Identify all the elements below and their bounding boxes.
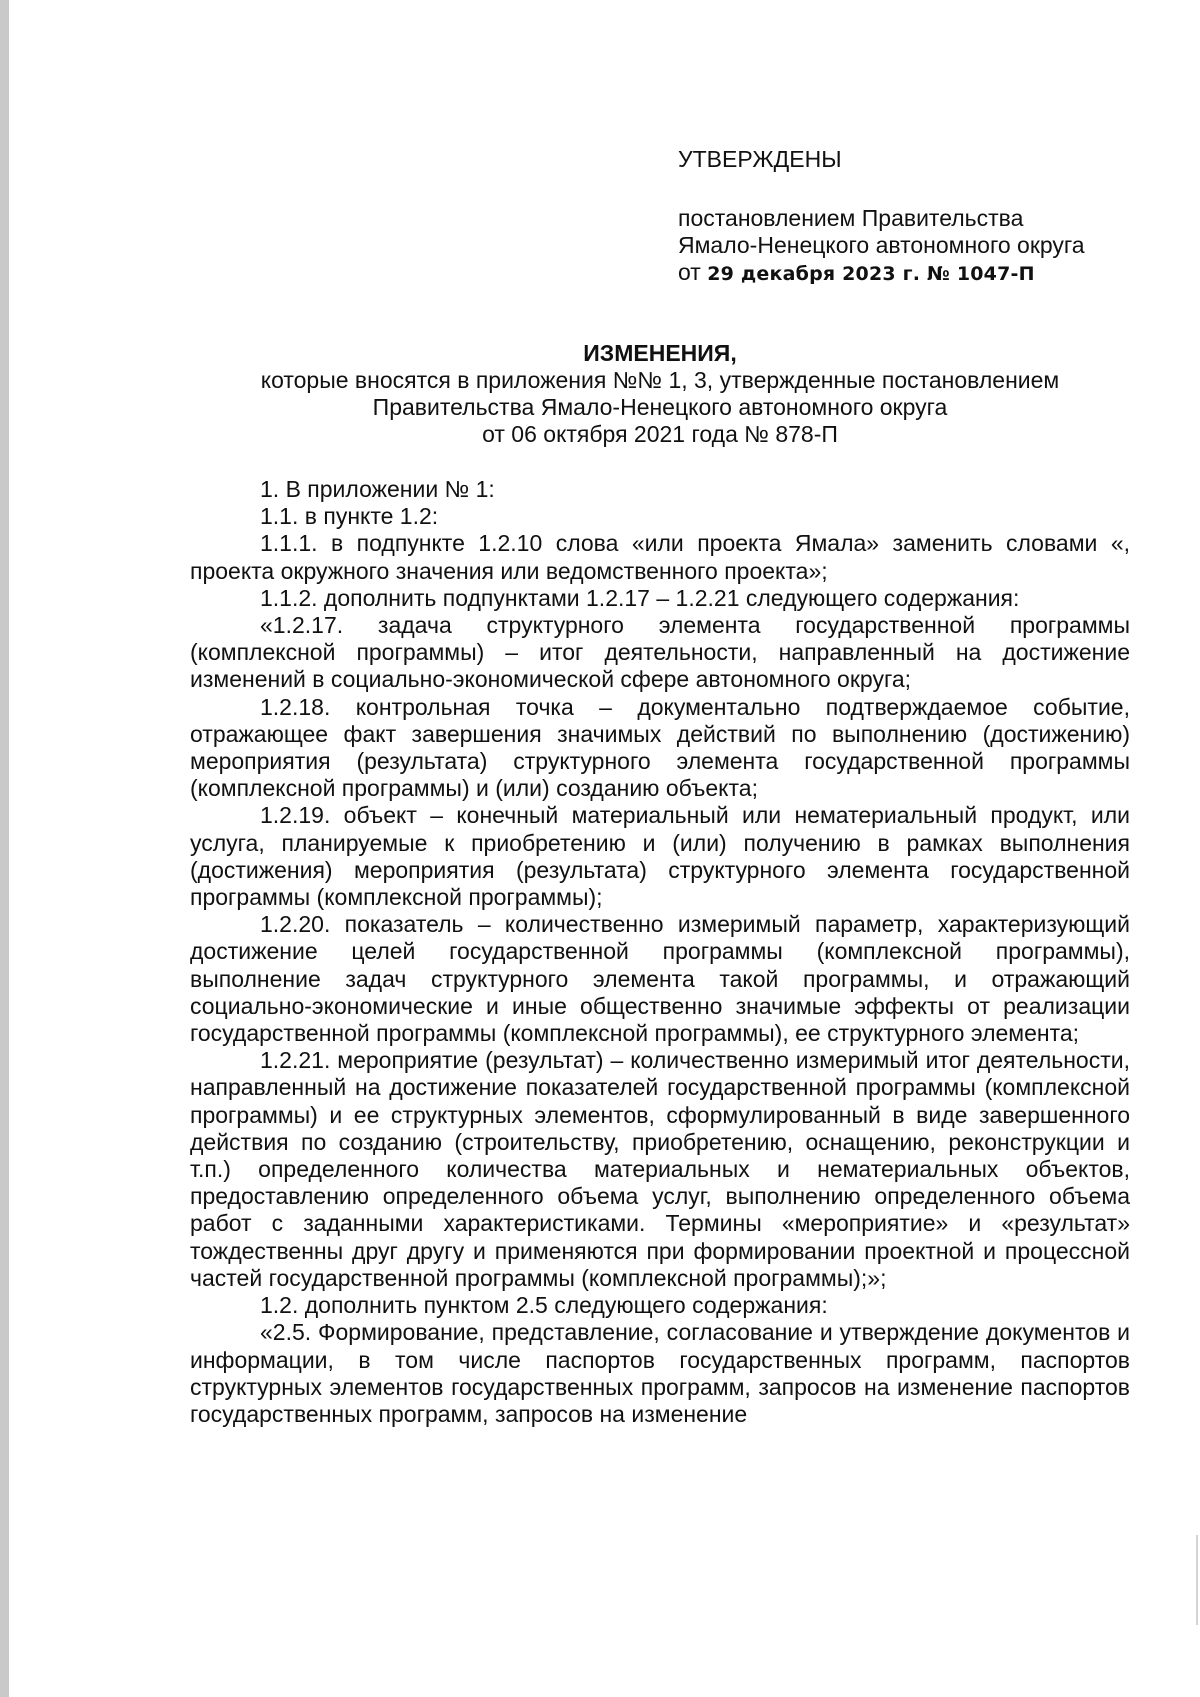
paragraph: 1.2.21. мероприятие (результат) – количественно измеримый итог деятельности, направленный на достижение показателей государственной программы (комплексной программы) и ее структурных элементов, сформулированный в виде завершенного действия по созданию (строительству, приобретению, оснащению, реконструкции и т.п.) определенного количества материальных и нематериальных объектов, предоставлению определенного объема услуг, выполнению определенного объема работ с заданными характеристиками. Термины «мероприятие» и «результат» тождественны друг другу и применяются при формировании проектной и процессной частей государственной программы (комплексной программы);»; <box>190 1047 1130 1291</box>
heading-line-2: Правительства Ямало-Ненецкого автономного округа <box>372 394 948 420</box>
document-heading <box>190 340 1130 448</box>
approval-date-value: 29 декабря 2023 г. № 1047-П <box>707 263 1035 285</box>
heading-line-1: которые вносятся в приложения №№ 1, 3, утвержденные постановлением <box>260 367 1060 393</box>
scan-right-edge-mark <box>1196 1535 1198 1625</box>
paragraph: 1.2.19. объект – конечный материальный или нематериальный продукт, или услуга, планируемые к приобретению и (или) получению в рамках выполнения (достижения) мероприятия (результата) структурного элемента государственной программы (комплексной программы); <box>190 802 1130 911</box>
approval-title: УТВЕРЖДЕНЫ <box>678 146 842 172</box>
paragraph: «1.2.17. задача структурного элемента государственной программы (комплексной программы) – итог деятельности, направленный на достижение изменений в социально-экономической сфере автономного округа; <box>190 612 1130 693</box>
paragraph: «2.5. Формирование, представление, согласование и утверждение документов и информации, в том числе паспортов государственных программ, паспортов структурных элементов государственных программ, запросов на изменение паспортов государственных программ, запросов на изменение <box>190 1319 1130 1427</box>
paragraph: 1.1. в пункте 1.2: <box>260 503 439 530</box>
approval-date-prefix: от <box>678 259 701 285</box>
heading-title: ИЗМЕНЕНИЯ, <box>583 340 737 366</box>
approval-date-line <box>678 259 1178 288</box>
paragraph: 1.1.2. дополнить подпунктами 1.2.17 – 1.2.21 следующего содержания: <box>260 584 1020 611</box>
paragraph: 1.2. дополнить пунктом 2.5 следующего содержания: <box>260 1292 828 1319</box>
heading-line-3: от 06 октября 2021 года № 878-П <box>482 421 838 447</box>
scan-left-edge <box>0 0 9 1697</box>
approval-line-2: Ямало-Ненецкого автономного округа <box>678 232 1085 258</box>
approval-line-1: постановлением Правительства <box>678 205 1024 231</box>
paragraph: 1.2.18. контрольная точка – документально подтверждаемое событие, отражающее факт завершения значимых действий по выполнению (достижению) мероприятия (результата) структурного элемента государственной программы (комплексной программы) и (или) созданию объекта; <box>190 693 1130 802</box>
approval-block <box>678 146 1178 288</box>
paragraph: 1.1.1. в подпункте 1.2.10 слова «или проекта Ямала» заменить словами «, проекта окружного значения или ведомственного проекта»; <box>190 530 1130 584</box>
paragraph: 1. В приложении № 1: <box>260 476 495 502</box>
document-body <box>190 476 1130 1428</box>
paragraph: 1.2.20. показатель – количественно измеримый параметр, характеризующий достижение целей государственной программы (комплексной программы), выполнение задач структурного элемента такой программы, и отражающий социально-экономические и иные общественно значимые эффекты от реализации государственной программы (комплексной программы), ее структурного элемента; <box>190 911 1130 1047</box>
